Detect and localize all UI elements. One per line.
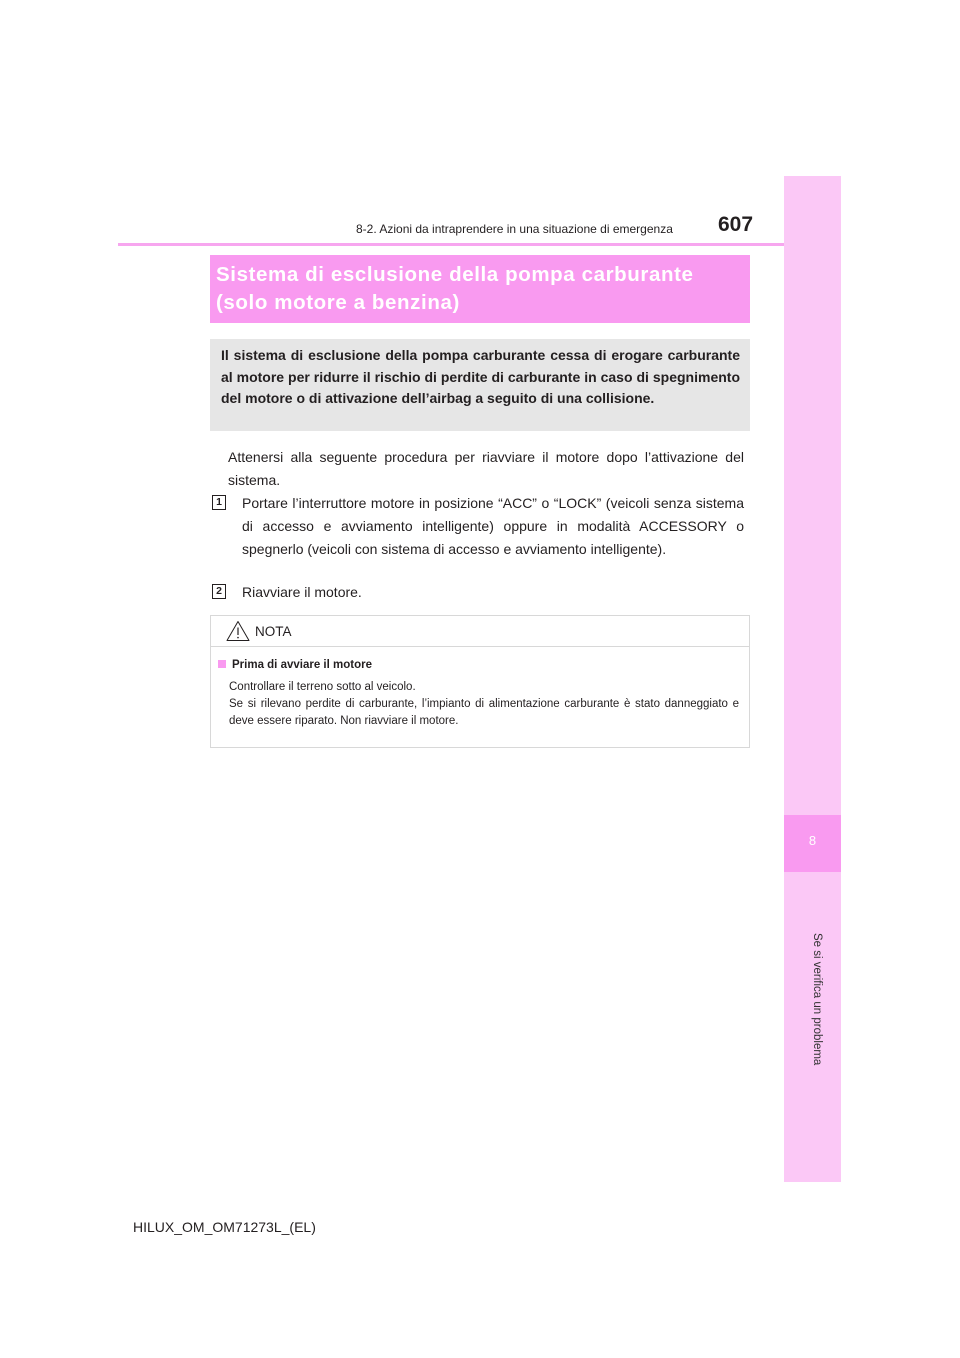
body-paragraph: Attenersi alla seguente procedura per riavviare il motore dopo l’attivazione del sistema. [228,449,744,488]
footer-manual-code: HILUX_OM_OM71273L_(EL) [133,1219,316,1235]
notice-text [229,679,739,730]
notice-item-heading [218,659,372,671]
page-number: 607 [718,213,754,236]
notice-item-title: Prima di avviare il motore [232,659,372,671]
step-number-badge: 1 [212,495,226,510]
step-text: Riavviare il motore. [242,584,362,600]
header-chapter-title: 8-2. Azioni da intraprendere in una situazione di emergenza [356,222,673,236]
notice-text-line: Se si rilevano perdite di carburante, l’impianto di alimentazione carburante è stato danneggiato e deve essere riparato. Non riavviare il motore. [229,698,739,727]
section-title-line2: (solo motore a benzina) [216,291,460,314]
notice-title: NOTA [255,624,292,639]
step-item [212,581,744,604]
step-text: Portare l’interruttore motore in posizione “ACC” o “LOCK” (veicoli senza sistema di accesso e avviamento intelligente) oppure in modalità ACCESSORY o spegnerlo (veicoli con sistema di accesso e avviamento intelligente). [242,495,744,557]
notice-box [210,615,750,748]
section-title-line1: Sistema di esclusione della pompa carburante [216,263,694,286]
intro-text: Il sistema di esclusione della pompa carburante cessa di erogare carburante al motore per ridurre il rischio di perdite di carburante in caso di spegnimento del motore o di attivazione dell’airbag a seguito di una collisione. [221,347,740,406]
square-bullet-icon [218,660,226,668]
header-divider [118,243,784,246]
chapter-side-label: Se si verifica un problema [811,933,823,1066]
chapter-number: 8 [808,833,817,848]
step-number-badge: 2 [212,584,226,599]
warning-triangle-icon [226,620,250,642]
step-item [212,492,744,561]
intro-box [210,339,750,431]
notice-header [211,616,749,647]
section-title-banner [210,255,750,323]
notice-text-line: Controllare il terreno sotto al veicolo. [229,681,416,693]
